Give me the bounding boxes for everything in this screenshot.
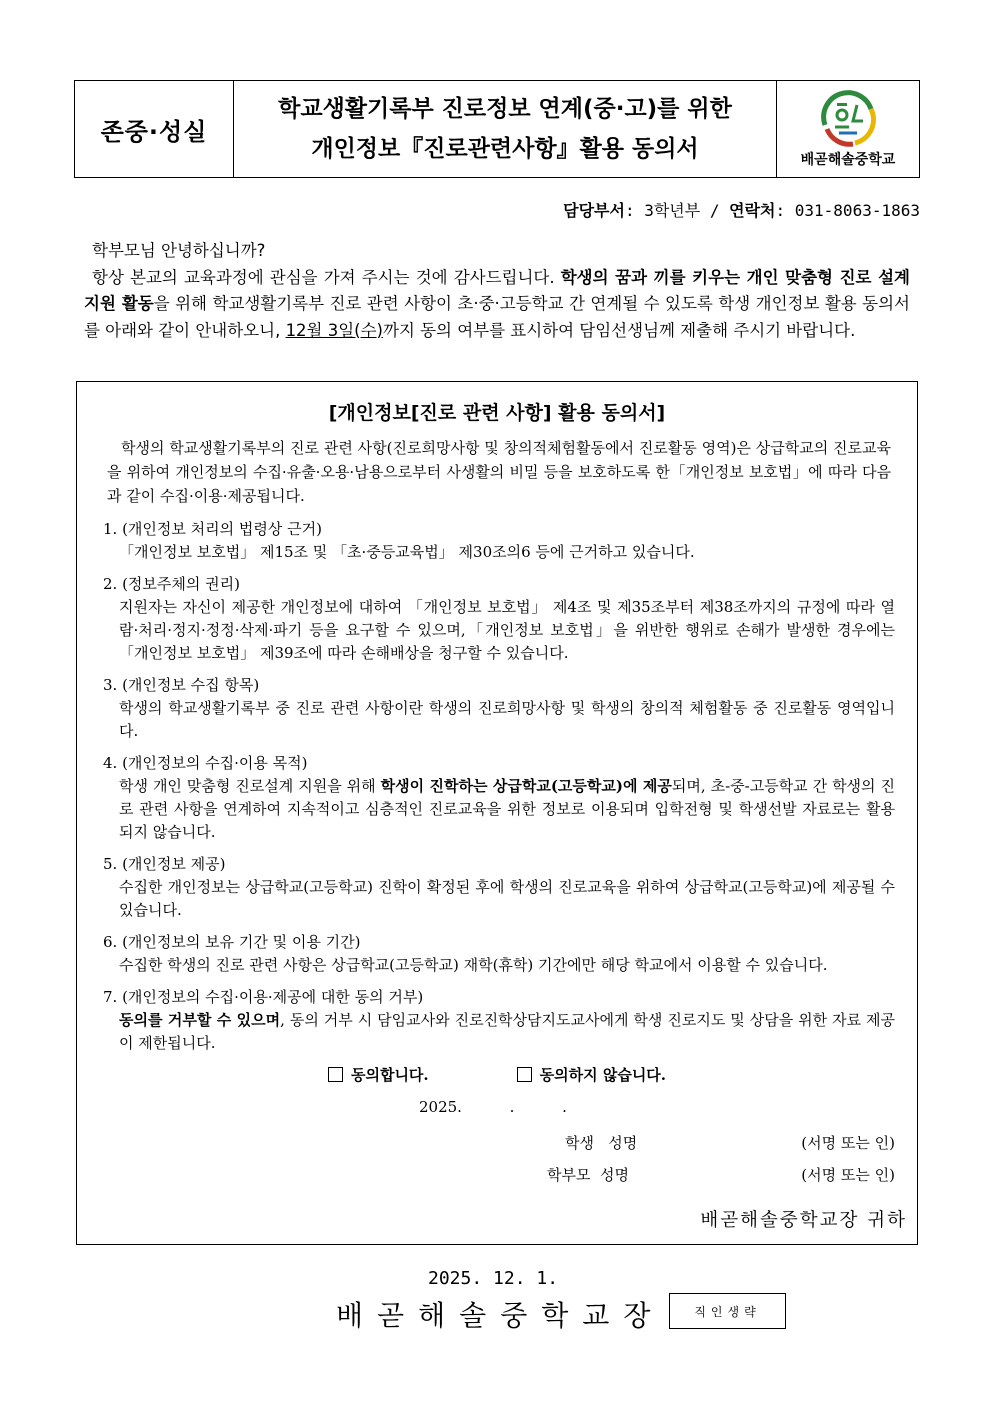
item-text: , 동의 거부 시 담임교사와 진로진학상담지도교사에게 학생 진로지도 및 상담을 위한 자료 제공이 제한됩니다.: [119, 1011, 895, 1052]
item-body: 학생의 학교생활기록부 중 진로 관련 사항이란 학생의 진로희망사항 및 학생의 창의적 체험활동 중 진로활동 영역입니다.: [119, 699, 895, 740]
form-lead: 학생의 학교생활기록부의 진로 관련 사항(진로희망사항 및 창의적체험활동에서 진로활동 영역)은 상급학교의 진로교육을 위하여 개인정보의 수집·유출·오용·남용으로부터 사생활의 비밀 등을 보호하도록 한「개인정보 보호법」에 따라 다음과 같이 수집·이용·제공됩니다.: [107, 439, 891, 505]
form-addressee: 배곧해솔중학교장 귀하: [700, 1210, 907, 1231]
item-head: 4. (개인정보의 수집·이용 목적): [103, 754, 308, 772]
form-item: [103, 752, 895, 844]
student-name-label: 학생 성명: [565, 1134, 638, 1152]
title-line-2: 개인정보『진로관련사항』활용 동의서: [311, 136, 699, 162]
form-item: [103, 573, 895, 665]
contact-label: 연락처: [729, 201, 776, 220]
agree-checkbox[interactable]: [328, 1067, 343, 1082]
item-text-bold: 학생이 진학하는 상급학교(고등학교)에 제공: [380, 777, 672, 795]
title-line-1: 학교생활기록부 진로정보 연계(중·고)를 위한: [278, 96, 732, 122]
intro-letter: [84, 238, 910, 344]
item-body: 지원자는 자신이 제공한 개인정보에 대하여 「개인정보 보호법」 제4조 및 제35조부터 제38조까지의 규정에 따라 열람·처리·정지·정정·삭제·파기 등을 요구할 수 있으며,「개인정보 보호법」을 위반한 행위로 손해가 발생한 경우에는 「개인정보 보호법」 제39조에 따라 손해배상을 청구할 수 있습니다.: [119, 598, 895, 662]
parent-name-label: 학부모 성명: [547, 1166, 629, 1184]
issue-date: 2025. 12. 1.: [428, 1268, 559, 1289]
item-body: [103, 1009, 895, 1055]
logo-school-name: 배곧해솔중학교: [800, 152, 896, 168]
intro-text-b: 을 위해 학교생활기록부 진로 관련 사항이 초·중·고등학교 간 연계될 수 있도록 학생 개인정보 활용 동의서를 아래와 같이 안내하오니,: [84, 294, 910, 340]
principal-name: 배곧해솔중학교장: [336, 1299, 665, 1332]
item-body: 수집한 개인정보는 상급학교(고등학교) 진학이 확정된 후에 학생의 진로교육을 위하여 상급학교(고등학교)에 제공될 수 있습니다.: [119, 878, 895, 919]
header-table: [74, 80, 920, 178]
form-item: [103, 931, 895, 977]
item-body: [103, 775, 895, 844]
form-title: [개인정보[진로 관련 사항] 활용 동의서]: [328, 402, 666, 424]
consent-form: [76, 381, 918, 1245]
item-head: 5. (개인정보 제공): [103, 855, 226, 873]
disagree-option[interactable]: [517, 1064, 666, 1085]
deadline-date: 12월 3일(수): [285, 320, 383, 340]
item-head: 6. (개인정보의 보유 기간 및 이용 기간): [103, 933, 361, 951]
item-text: 되며, 초-중-고등학교 간 학생의 진로 관련 사항을 연계하여 지속적이고 심층적인 진로교육을 위한 정보로 이용되며 입학전형 및 학생선발 자료로는 활용되지 않습니다.: [119, 777, 895, 841]
school-logo: [777, 81, 919, 177]
intro-text-bold: 학생의 꿈과 끼를 키우는 개인 맞춤형 진로 설계 지원 활동: [84, 267, 910, 313]
form-item: [103, 853, 895, 922]
school-motto: 존중·성실: [75, 81, 234, 177]
document-title: [234, 81, 777, 177]
item-head: 1. (개인정보 처리의 법령상 근거): [103, 520, 322, 538]
form-item: [103, 674, 895, 743]
item-head: 2. (정보주체의 권리): [103, 575, 240, 593]
parent-sign-note: (서명 또는 인): [801, 1166, 895, 1184]
intro-text-a: 항상 본교의 교육과정에 관심을 가져 주시는 것에 감사드립니다.: [92, 267, 561, 287]
disagree-label: 동의하지 않습니다.: [539, 1066, 667, 1084]
form-item: [103, 986, 895, 1055]
item-body: 수집한 학생의 진로 관련 사항은 상급학교(고등학교) 재학(휴학) 기간에만 해당 학교에서 이용할 수 있습니다.: [119, 956, 828, 974]
item-body: 「개인정보 보호법」 제15조 및 「초·중등교육법」 제30조의6 등에 근거하고 있습니다.: [119, 543, 695, 561]
department-info: [563, 198, 920, 221]
seal-box: 직인생략: [669, 1293, 786, 1329]
dept-value: : 3학년부 /: [624, 201, 730, 220]
disagree-checkbox[interactable]: [517, 1067, 532, 1082]
agree-label: 동의합니다.: [350, 1066, 429, 1084]
agree-option[interactable]: [328, 1064, 429, 1085]
form-item: [103, 518, 895, 564]
school-emblem-icon: [815, 89, 881, 147]
item-text-bold: 동의를 거부할 수 있으며: [119, 1011, 281, 1029]
item-head: 7. (개인정보의 수집·이용·제공에 대한 동의 거부): [103, 988, 424, 1006]
student-sign-note: (서명 또는 인): [801, 1134, 895, 1152]
item-text: 학생 개인 맞춤형 진로설계 지원을 위해: [119, 777, 381, 795]
form-items: [103, 518, 895, 1055]
dept-label: 담당부서: [563, 201, 625, 220]
intro-paragraph: [84, 265, 910, 345]
intro-text-c: 까지 동의 여부를 표시하여 담임선생님께 제출해 주시기 바랍니다.: [383, 320, 856, 340]
item-head: 3. (개인정보 수집 항목): [103, 676, 260, 694]
consent-options: [77, 1064, 917, 1085]
contact-value: : 031-8063-1863: [775, 201, 920, 220]
greeting: 학부모님 안녕하십니까?: [92, 241, 266, 260]
form-date: 2025. . .: [419, 1098, 567, 1116]
